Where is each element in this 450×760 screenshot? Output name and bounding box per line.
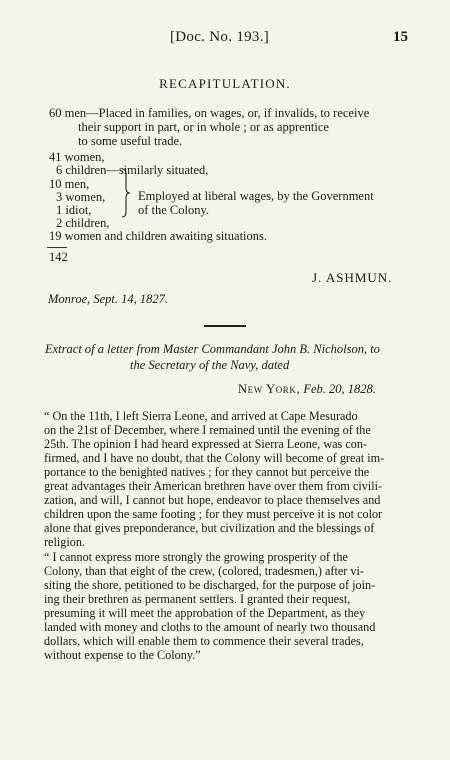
signature: J. ASHMUN. — [312, 270, 393, 285]
body-line: “ I cannot express more strongly the growing prosperity of the — [44, 550, 348, 564]
total-rule — [47, 247, 67, 248]
recap-line: to some useful trade. — [78, 134, 183, 148]
body-line: children upon the same footing ; for they must perceive it is not color — [44, 507, 383, 521]
body-line: portance to the benighted natives ; for they cannot but perceive the — [44, 465, 370, 479]
body-line: without expense to the Colony.” — [44, 648, 201, 662]
recap-line: their support in part, or in whole ; or as apprentice — [78, 120, 329, 134]
body-line: 25th. The opinion I had heard expressed at Sierra Leone, was con- — [44, 437, 367, 451]
body-line: on the 21st of December, where I remained until the evening of the — [44, 423, 371, 437]
body-line: Colony, than that eight of the crew, (colored, tradesmen,) after vi- — [44, 564, 364, 578]
page-header — [0, 29, 450, 49]
body-line: alone that gives preponderance, but civilization and the blessings of — [44, 521, 375, 535]
section-divider — [204, 325, 246, 327]
recap-total: 142 — [49, 250, 68, 264]
letter-date: Monroe, Sept. 14, 1827. — [48, 292, 169, 306]
brace-icon — [121, 168, 131, 218]
extract-heading-line2: the Secretary of the Navy, dated — [130, 358, 290, 372]
doc-number: [Doc. No. 193.] — [170, 29, 270, 45]
dateline-date: Feb. 20, 1828. — [303, 382, 376, 396]
page-number: 15 — [393, 29, 408, 45]
recap-line: 60 men—Placed in families, on wages, or, if invalids, to receive — [49, 106, 370, 120]
body-line: landed with money and cloths to the amount of nearly two thousand — [44, 620, 376, 634]
body-line: ing their brethren as permanent settlers. I granted their request, — [44, 592, 351, 606]
recap-line: 2 children, — [56, 216, 110, 230]
body-line: zation, and will, I cannot but hope, endeavor to place themselves and — [44, 493, 381, 507]
recap-title: RECAPITULATION. — [159, 76, 291, 91]
body-line: dollars, which will enable them to commence their several trades, — [44, 634, 364, 648]
body-line: “ On the 11th, I left Sierra Leone, and arrived at Cape Mesurado — [44, 409, 358, 423]
recap-line: 19 women and children awaiting situations. — [49, 229, 268, 243]
body-line: great advantages their American brethren have over them from civili- — [44, 479, 383, 493]
recap-line: 41 women, — [49, 150, 105, 164]
body-line: religion. — [44, 535, 85, 549]
recap-line: Employed at liberal wages, by the Government — [138, 189, 374, 203]
body-line: presuming it will meet the approbation of the Department, as they — [44, 606, 366, 620]
dateline-city: New York, — [238, 382, 301, 396]
recap-line: of the Colony. — [138, 203, 210, 217]
extract-heading: Extract of a letter from Master Commandant John B. Nicholson, to — [45, 342, 380, 356]
recap-line: 10 men, — [49, 177, 90, 191]
body-line: siting the shore, petitioned to be discharged, for the purpose of join- — [44, 578, 376, 592]
recap-line: 1 idiot, — [56, 203, 92, 217]
body-line: firmed, and I have no doubt, that the Colony will become of great im- — [44, 451, 385, 465]
dateline — [238, 382, 376, 397]
recap-line: 3 women, — [56, 190, 106, 204]
recap-line: 6 children—similarly situated, — [56, 163, 209, 177]
